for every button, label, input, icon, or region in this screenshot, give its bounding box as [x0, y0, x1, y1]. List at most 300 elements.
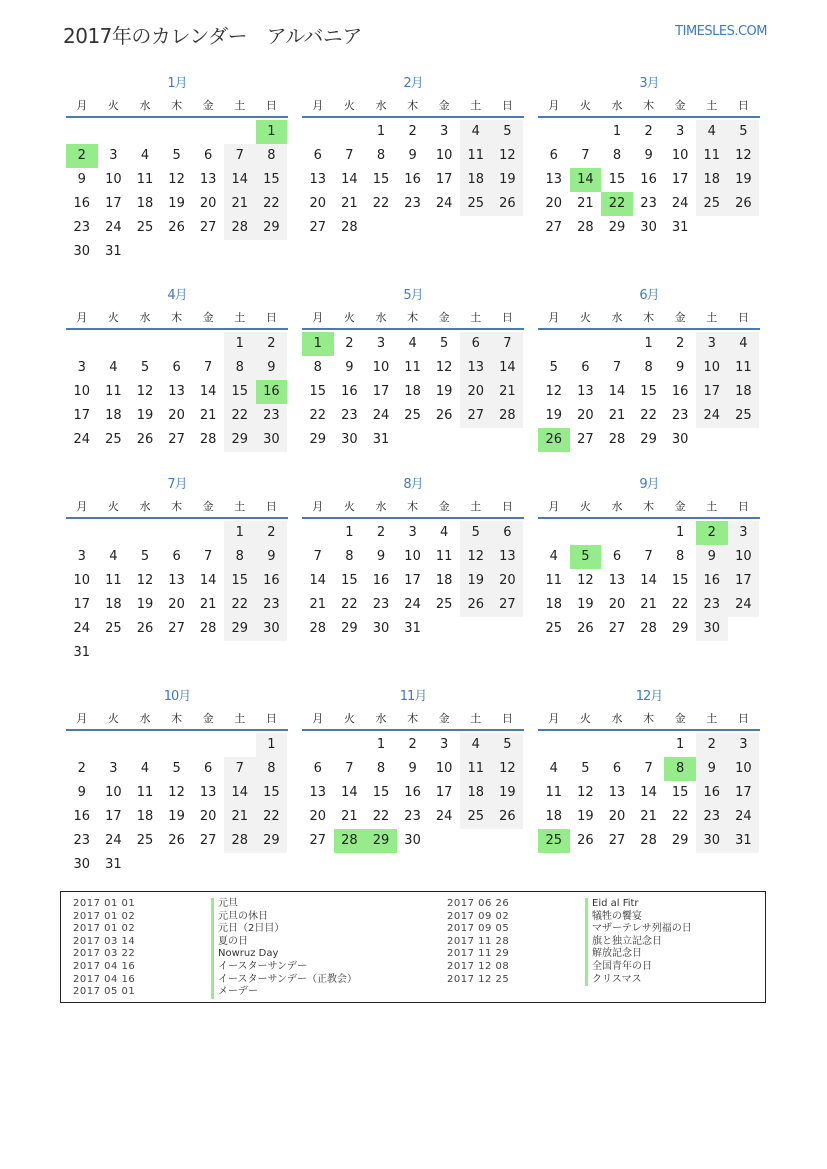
day-cell: 15 — [341, 573, 358, 588]
day-cell: 1 — [256, 733, 288, 757]
day-cell: 29 — [224, 617, 256, 641]
day-cell: 12 — [545, 384, 563, 399]
day-cell: 12 — [136, 573, 154, 588]
weekday-label: 水 — [139, 99, 151, 112]
legend-row — [73, 986, 357, 999]
day-cell: 21 — [309, 597, 327, 612]
legend-holiday-name: Eid al Fitr — [585, 898, 639, 911]
day-cell: 27 — [199, 220, 217, 235]
day-cell: 29 — [671, 833, 689, 848]
empty-cell — [224, 733, 256, 757]
day-cell: 31 — [404, 621, 421, 636]
day-cell: 16 — [640, 172, 657, 187]
weekday-label: 火 — [107, 99, 119, 112]
weekday-header — [302, 96, 524, 118]
day-cell: 8 — [256, 757, 288, 781]
day-cell: 5 — [140, 360, 150, 375]
day-cell: 3 — [109, 761, 118, 776]
empty-cell — [66, 521, 98, 545]
day-cell: 25 — [435, 597, 453, 612]
day-cell: 13 — [168, 384, 185, 399]
empty-cell — [98, 733, 130, 757]
empty-cell — [302, 120, 334, 144]
weekday-label: 木 — [407, 500, 419, 513]
weekday-label: 水 — [611, 500, 623, 513]
day-cell: 17 — [404, 573, 421, 588]
day-cell: 31 — [105, 244, 122, 259]
day-cell: 26 — [728, 192, 760, 216]
day-cell: 23 — [372, 597, 390, 612]
empty-cell — [98, 332, 130, 356]
day-cell: 24 — [696, 404, 728, 428]
weekday-label: 日 — [265, 99, 277, 112]
weekday-label: 日 — [265, 712, 277, 725]
day-grid — [302, 118, 524, 240]
weekday-label: 金 — [202, 99, 214, 112]
day-cell: 8 — [224, 356, 256, 380]
day-cell: 9 — [77, 172, 86, 187]
legend-row — [447, 948, 692, 961]
month-4 — [66, 284, 288, 452]
weekday-label: 土 — [234, 500, 246, 513]
weekday-label: 火 — [107, 311, 119, 324]
holiday-legend — [60, 891, 766, 1003]
day-cell: 1 — [376, 124, 386, 139]
weekday-header — [66, 497, 288, 519]
weekday-label: 火 — [579, 500, 591, 513]
weekday-label: 月 — [76, 311, 88, 324]
day-cell: 7 — [204, 360, 213, 375]
day-cell: 20 — [460, 380, 492, 404]
day-cell: 8 — [376, 148, 386, 163]
weekday-label: 月 — [312, 99, 324, 112]
weekday-header — [538, 96, 760, 118]
day-cell: 7 — [644, 549, 653, 564]
day-cell: 22 — [256, 192, 288, 216]
day-cell: 18 — [460, 781, 492, 805]
month-name: 2月 — [403, 76, 423, 91]
weekday-label: 土 — [706, 712, 718, 725]
day-cell: 24 — [435, 809, 453, 824]
day-cell: 24 — [73, 432, 91, 447]
empty-cell — [302, 521, 334, 545]
weekday-label: 水 — [139, 311, 151, 324]
day-cell: 18 — [105, 597, 122, 612]
day-cell: 22 — [224, 404, 256, 428]
legend-row — [73, 898, 357, 911]
weekday-label: 月 — [548, 99, 560, 112]
day-cell: 27 — [577, 432, 594, 447]
weekday-label: 火 — [579, 99, 591, 112]
day-cell: 16 — [696, 569, 728, 593]
month-6 — [538, 284, 760, 452]
weekday-label: 木 — [643, 311, 655, 324]
day-cell: 26 — [136, 432, 154, 447]
day-cell: 6 — [204, 761, 213, 776]
legend-date: 2017 04 16 — [73, 973, 136, 985]
day-cell: 1 — [612, 124, 622, 139]
day-cell: 18 — [105, 408, 122, 423]
day-cell: 2 — [408, 737, 417, 752]
month-12 — [538, 685, 760, 853]
day-cell: 26 — [460, 593, 492, 617]
day-cell: 2 — [256, 332, 288, 356]
month-name: 12月 — [635, 689, 663, 704]
day-cell: 27 — [309, 220, 327, 235]
day-cell: 9 — [676, 360, 685, 375]
day-cell: 27 — [199, 833, 217, 848]
empty-cell — [570, 733, 602, 757]
day-cell: 20 — [199, 196, 217, 211]
day-cell: 4 — [408, 336, 417, 351]
weekday-label: 月 — [76, 500, 88, 513]
day-cell: 10 — [73, 573, 91, 588]
weekday-label: 土 — [470, 712, 482, 725]
day-cell: 18 — [136, 196, 154, 211]
day-cell: 28 — [224, 216, 256, 240]
day-cell: 26 — [435, 408, 453, 423]
day-cell: 4 — [440, 525, 449, 540]
legend-date: 2017 03 22 — [73, 948, 136, 960]
day-cell: 28 — [199, 432, 217, 447]
day-cell: 26 — [492, 192, 524, 216]
day-cell: 30 — [73, 857, 91, 872]
day-cell: 31 — [372, 432, 390, 447]
empty-cell — [129, 521, 161, 545]
legend-column-right — [447, 898, 692, 986]
day-cell: 7 — [224, 757, 256, 781]
day-cell: 11 — [404, 360, 421, 375]
day-cell: 11 — [136, 172, 154, 187]
legend-date: 2017 11 28 — [447, 935, 510, 947]
day-cell: 28 — [492, 404, 524, 428]
day-cell: 17 — [73, 597, 91, 612]
day-cell: 24 — [728, 593, 760, 617]
weekday-label: 月 — [312, 500, 324, 513]
day-grid — [66, 330, 288, 452]
empty-cell — [570, 332, 602, 356]
weekday-label: 金 — [674, 712, 686, 725]
weekday-label: 日 — [737, 712, 749, 725]
weekday-label: 土 — [706, 99, 718, 112]
month-name: 5月 — [403, 288, 423, 303]
day-cell: 26 — [168, 833, 185, 848]
day-cell: 24 — [73, 621, 91, 636]
empty-cell — [192, 120, 224, 144]
day-cell: 14 — [640, 573, 657, 588]
legend-row — [73, 948, 357, 961]
weekday-label: 金 — [438, 311, 450, 324]
legend-row — [73, 936, 357, 949]
day-cell: 22 — [372, 196, 390, 211]
weekday-label: 木 — [643, 500, 655, 513]
day-cell: 18 — [136, 809, 154, 824]
day-cell: 8 — [644, 360, 653, 375]
weekday-label: 火 — [343, 99, 355, 112]
day-cell: 23 — [256, 404, 288, 428]
month-3 — [538, 72, 760, 240]
day-cell: 15 — [671, 785, 689, 800]
day-cell: 13 — [608, 573, 626, 588]
day-cell: 11 — [545, 785, 563, 800]
day-cell: 4 — [109, 549, 118, 564]
day-cell: 23 — [341, 408, 358, 423]
day-cell: 21 — [577, 196, 594, 211]
day-cell: 27 — [309, 833, 327, 848]
day-cell: 3 — [440, 124, 449, 139]
day-cell: 30 — [256, 428, 288, 452]
day-cell: 25 — [460, 192, 492, 216]
day-cell: 17 — [105, 196, 122, 211]
day-cell: 4 — [140, 148, 150, 163]
weekday-header — [66, 308, 288, 330]
day-cell: 17 — [73, 408, 91, 423]
month-8 — [302, 473, 524, 641]
empty-cell — [129, 120, 161, 144]
day-cell: 13 — [577, 384, 594, 399]
day-cell: 5 — [492, 120, 524, 144]
empty-cell — [66, 120, 98, 144]
day-cell: 31 — [105, 857, 122, 872]
day-cell: 16 — [404, 172, 421, 187]
day-cell: 22 — [309, 408, 327, 423]
day-cell: 14 — [640, 785, 657, 800]
day-cell: 3 — [696, 332, 728, 356]
day-cell: 6 — [313, 148, 322, 163]
day-grid — [302, 330, 524, 452]
day-cell: 12 — [577, 785, 594, 800]
weekday-header — [302, 308, 524, 330]
day-cell: 10 — [372, 360, 390, 375]
weekday-label: 木 — [407, 311, 419, 324]
day-cell: 3 — [77, 549, 86, 564]
day-cell: 23 — [696, 593, 728, 617]
weekday-label: 火 — [579, 311, 591, 324]
weekday-label: 月 — [548, 311, 560, 324]
day-cell: 27 — [492, 593, 524, 617]
day-cell: 11 — [105, 573, 122, 588]
day-cell: 7 — [581, 148, 590, 163]
day-cell: 9 — [696, 757, 728, 781]
day-grid — [538, 330, 760, 452]
day-cell: 26 — [577, 833, 594, 848]
day-cell: 27 — [168, 432, 185, 447]
day-cell: 30 — [256, 617, 288, 641]
day-cell: 5 — [140, 549, 150, 564]
empty-cell — [538, 332, 570, 356]
weekday-label: 金 — [202, 500, 214, 513]
day-cell: 16 — [671, 384, 689, 399]
day-cell: 11 — [460, 144, 492, 168]
weekday-label: 水 — [139, 712, 151, 725]
weekday-label: 水 — [611, 712, 623, 725]
holiday-day: 29 — [365, 829, 397, 853]
legend-date: 2017 11 29 — [447, 948, 510, 960]
weekday-label: 日 — [737, 311, 749, 324]
day-cell: 23 — [73, 833, 91, 848]
day-grid — [302, 519, 524, 641]
day-cell: 27 — [545, 220, 563, 235]
day-cell: 21 — [492, 380, 524, 404]
day-cell: 22 — [341, 597, 358, 612]
day-cell: 19 — [577, 809, 594, 824]
day-cell: 8 — [612, 148, 622, 163]
day-cell: 9 — [408, 148, 417, 163]
weekday-label: 木 — [407, 712, 419, 725]
day-cell: 13 — [545, 172, 563, 187]
day-cell: 25 — [136, 833, 154, 848]
day-cell: 10 — [671, 148, 689, 163]
day-cell: 9 — [256, 356, 288, 380]
day-cell: 15 — [224, 569, 256, 593]
legend-holiday-name: 元旦の休日 — [211, 911, 268, 924]
empty-cell — [538, 120, 570, 144]
day-grid — [538, 118, 760, 240]
weekday-label: 水 — [375, 500, 387, 513]
holiday-day: 16 — [256, 380, 288, 404]
day-cell: 23 — [640, 196, 657, 211]
legend-holiday-name: 元日（2日目） — [211, 923, 284, 936]
weekday-label: 木 — [171, 712, 183, 725]
legend-holiday-name: 旗と独立記念日 — [585, 936, 662, 949]
day-cell: 25 — [728, 404, 760, 428]
day-cell: 9 — [696, 545, 728, 569]
empty-cell — [570, 521, 602, 545]
day-cell: 19 — [492, 781, 524, 805]
legend-date: 2017 12 08 — [447, 960, 510, 972]
day-cell: 18 — [545, 597, 563, 612]
legend-date: 2017 03 14 — [73, 935, 136, 947]
day-cell: 5 — [581, 761, 590, 776]
day-cell: 13 — [168, 573, 185, 588]
day-cell: 17 — [728, 781, 760, 805]
day-cell: 14 — [199, 384, 217, 399]
day-cell: 14 — [224, 781, 256, 805]
day-grid — [538, 731, 760, 853]
holiday-day: 8 — [664, 757, 696, 781]
empty-cell — [129, 332, 161, 356]
month-name: 11月 — [399, 689, 427, 704]
day-cell: 7 — [224, 144, 256, 168]
day-cell: 27 — [460, 404, 492, 428]
day-cell: 17 — [435, 785, 453, 800]
day-cell: 30 — [341, 432, 358, 447]
day-cell: 21 — [640, 597, 657, 612]
month-2 — [302, 72, 524, 240]
day-cell: 6 — [313, 761, 322, 776]
day-cell: 15 — [608, 172, 626, 187]
weekday-label: 金 — [202, 311, 214, 324]
day-cell: 3 — [77, 360, 86, 375]
day-cell: 4 — [549, 761, 558, 776]
day-cell: 3 — [109, 148, 118, 163]
day-cell: 25 — [105, 432, 122, 447]
weekday-header — [538, 308, 760, 330]
empty-cell — [161, 521, 193, 545]
day-cell: 19 — [136, 597, 154, 612]
day-cell: 29 — [256, 829, 288, 853]
day-cell: 21 — [199, 597, 217, 612]
month-11 — [302, 685, 524, 853]
legend-holiday-name: 夏の日 — [211, 936, 248, 949]
day-cell: 29 — [309, 432, 327, 447]
day-cell: 16 — [404, 785, 421, 800]
day-cell: 11 — [136, 785, 154, 800]
day-cell: 24 — [372, 408, 390, 423]
day-cell: 17 — [435, 172, 453, 187]
day-cell: 14 — [224, 168, 256, 192]
day-cell: 24 — [404, 597, 421, 612]
day-cell: 18 — [728, 380, 760, 404]
day-cell: 22 — [671, 809, 689, 824]
day-cell: 30 — [372, 621, 390, 636]
day-cell: 19 — [577, 597, 594, 612]
weekday-label: 木 — [171, 99, 183, 112]
weekday-label: 火 — [107, 712, 119, 725]
day-cell: 4 — [549, 549, 558, 564]
day-cell: 4 — [460, 733, 492, 757]
legend-date: 2017 09 05 — [447, 923, 510, 935]
weekday-label: 土 — [234, 311, 246, 324]
day-cell: 12 — [577, 573, 594, 588]
brand-logo[interactable]: TIMESLES.COM — [675, 24, 767, 39]
holiday-day: 1 — [302, 332, 334, 356]
legend-date: 2017 01 01 — [73, 898, 136, 909]
day-grid — [66, 118, 288, 264]
day-cell: 12 — [728, 144, 760, 168]
day-cell: 22 — [256, 805, 288, 829]
day-cell: 12 — [168, 172, 185, 187]
day-cell: 14 — [492, 356, 524, 380]
legend-row — [447, 961, 692, 974]
day-cell: 20 — [309, 809, 327, 824]
day-cell: 11 — [460, 757, 492, 781]
day-cell: 18 — [696, 168, 728, 192]
empty-cell — [66, 332, 98, 356]
day-cell: 29 — [224, 428, 256, 452]
weekday-label: 水 — [611, 99, 623, 112]
day-cell: 6 — [172, 360, 181, 375]
day-cell: 8 — [224, 545, 256, 569]
day-cell: 25 — [460, 805, 492, 829]
day-cell: 18 — [460, 168, 492, 192]
day-cell: 19 — [435, 384, 453, 399]
weekday-label: 日 — [265, 311, 277, 324]
day-cell: 25 — [136, 220, 154, 235]
legend-row — [73, 923, 357, 936]
day-cell: 20 — [577, 408, 594, 423]
weekday-label: 木 — [407, 99, 419, 112]
day-cell: 13 — [492, 545, 524, 569]
day-cell: 14 — [608, 384, 626, 399]
legend-holiday-name: メーデー — [211, 986, 258, 999]
weekday-label: 水 — [375, 311, 387, 324]
day-cell: 20 — [608, 809, 626, 824]
day-cell: 3 — [676, 124, 685, 139]
day-cell: 16 — [73, 196, 91, 211]
day-cell: 1 — [345, 525, 354, 540]
weekday-label: 土 — [706, 311, 718, 324]
day-cell: 4 — [696, 120, 728, 144]
day-cell: 14 — [341, 785, 358, 800]
day-cell: 25 — [105, 621, 122, 636]
day-cell: 30 — [696, 617, 728, 641]
weekday-label: 日 — [501, 712, 513, 725]
empty-cell — [538, 521, 570, 545]
day-cell: 24 — [105, 220, 122, 235]
day-cell: 1 — [676, 525, 685, 540]
day-grid — [538, 519, 760, 641]
